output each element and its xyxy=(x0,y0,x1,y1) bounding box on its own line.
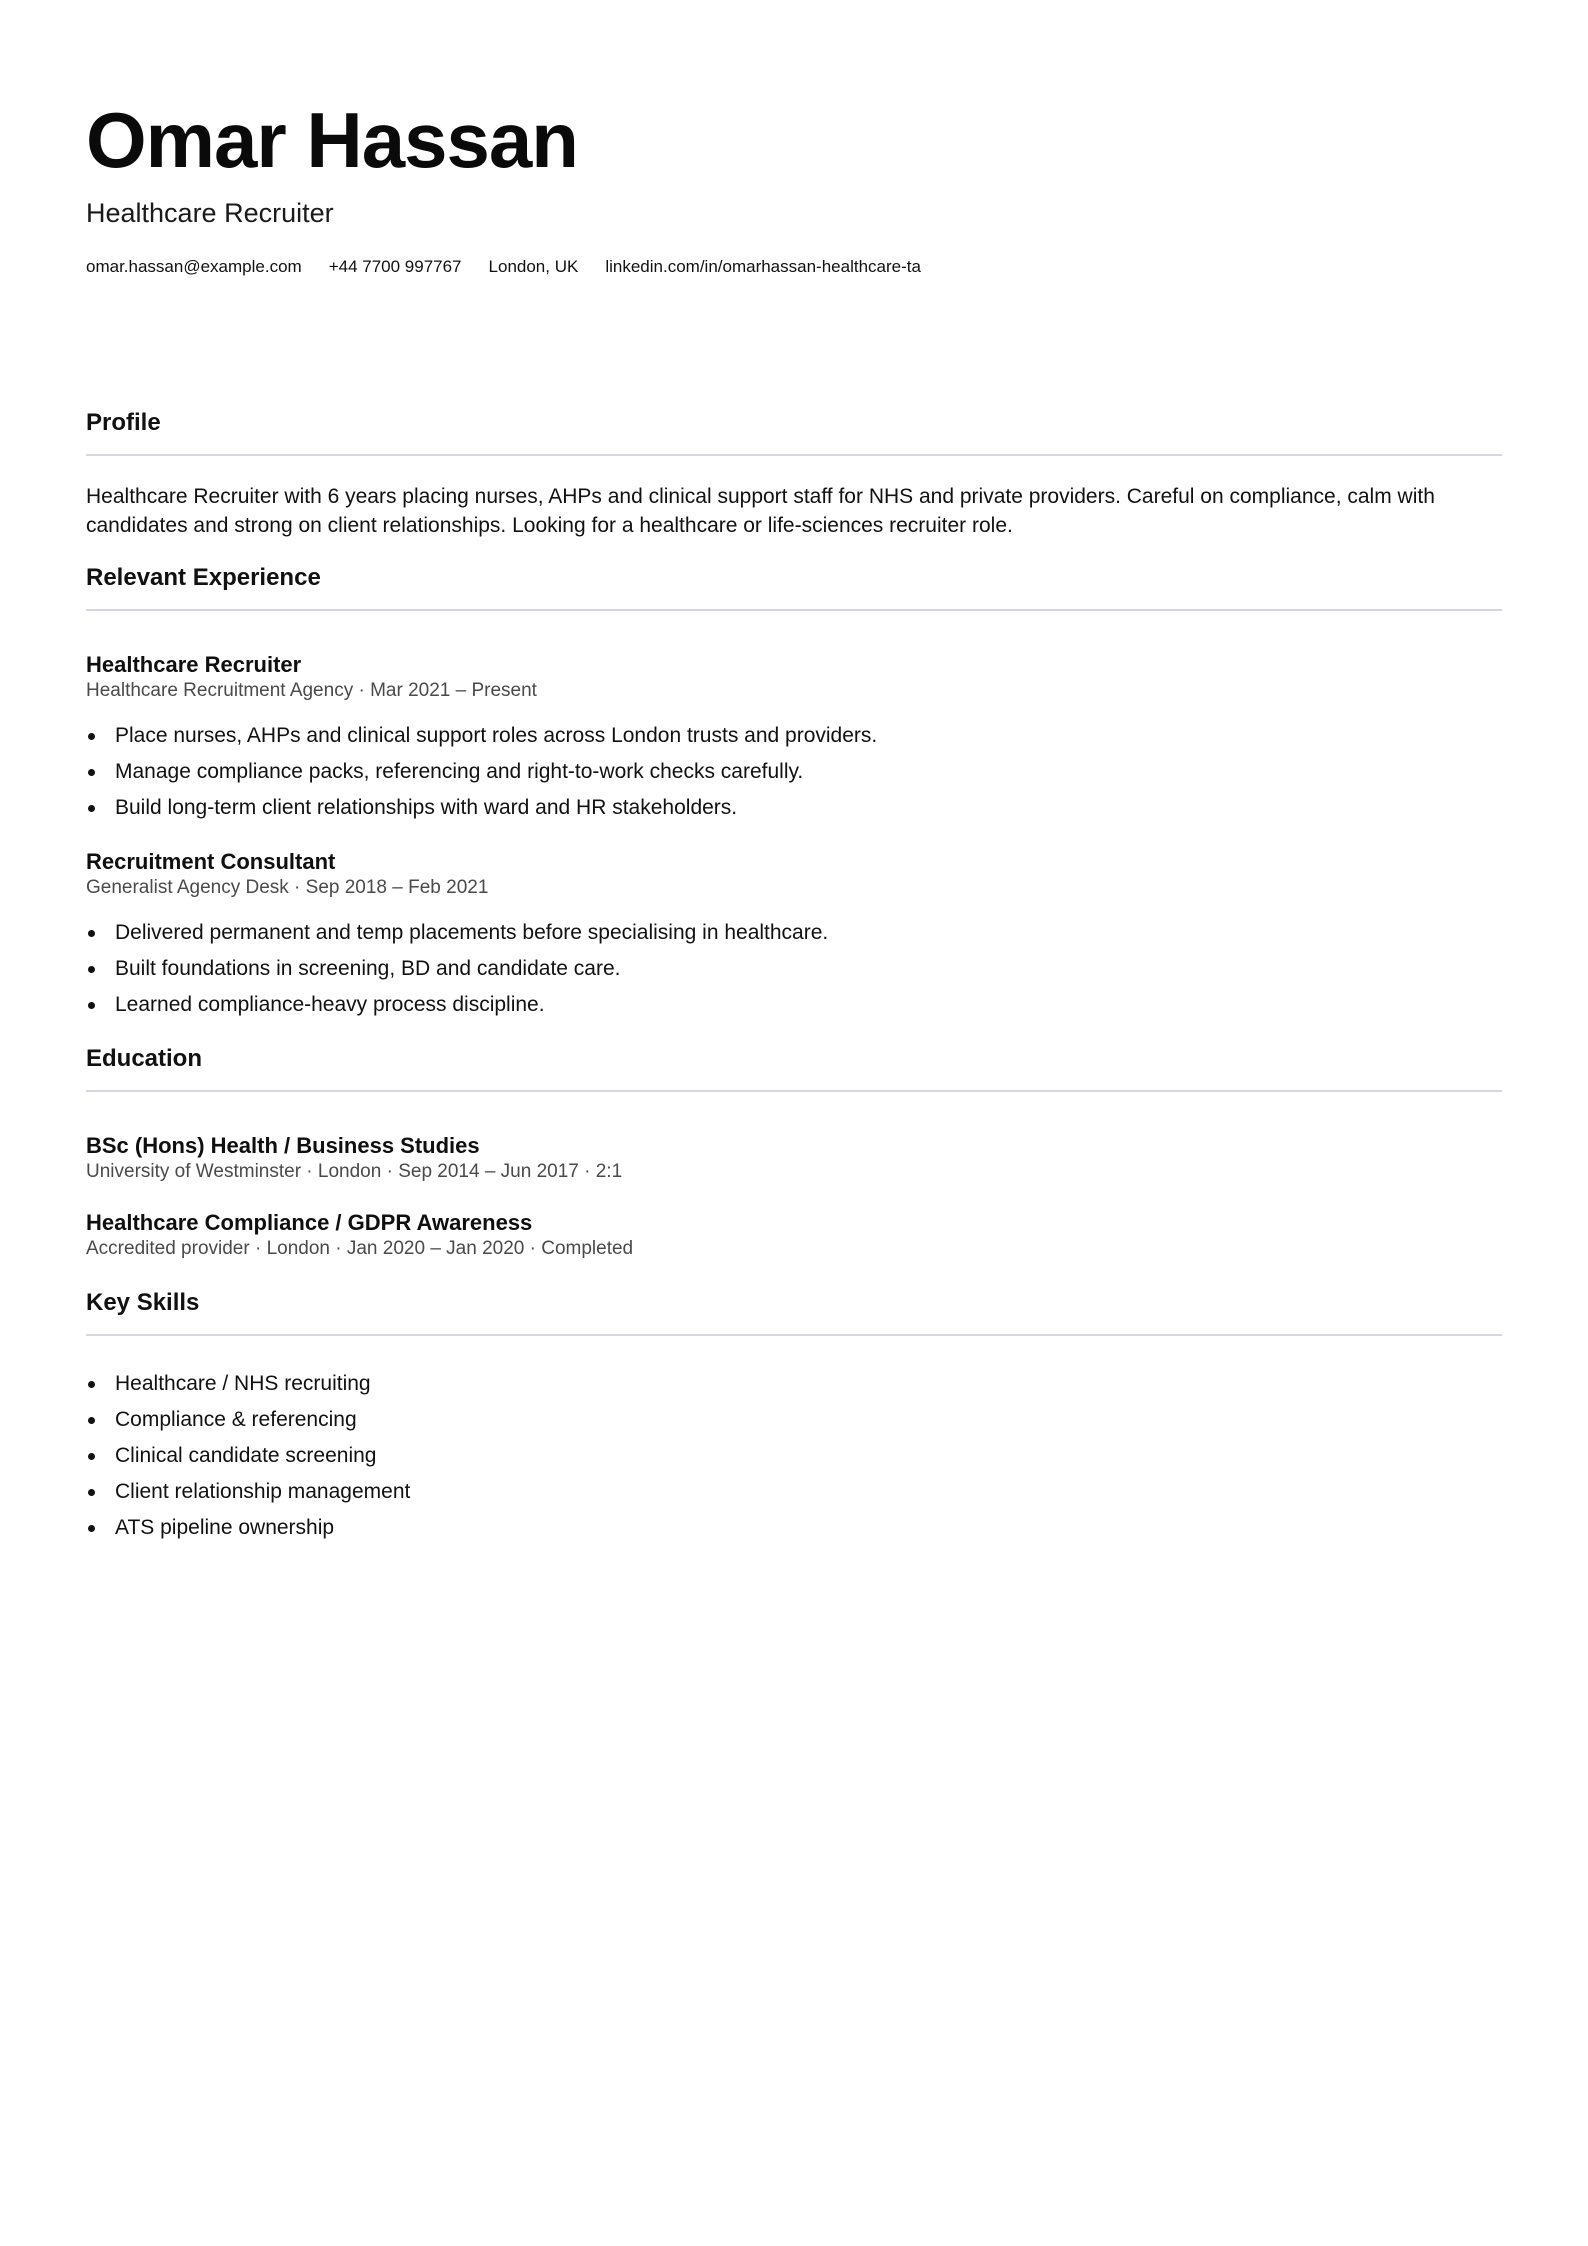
education-entry xyxy=(86,1209,1502,1261)
section-divider xyxy=(86,1090,1502,1092)
profile-heading: Profile xyxy=(86,409,161,436)
skills-heading: Key Skills xyxy=(86,1289,200,1316)
bullet-item: Built foundations in screening, BD and candidate care. xyxy=(86,951,1502,987)
skill-item: Healthcare / NHS recruiting xyxy=(86,1366,1502,1402)
bullet-item: Learned compliance-heavy process discipline. xyxy=(86,987,1502,1023)
education-heading: Education xyxy=(86,1045,203,1072)
job-bullets xyxy=(86,915,1502,1023)
job-meta: Healthcare Recruitment Agency · Mar 2021 – Present xyxy=(86,680,537,701)
education-entry xyxy=(86,1132,1502,1184)
skill-item: ATS pipeline ownership xyxy=(86,1510,1502,1546)
education-name: Healthcare Compliance / GDPR Awareness xyxy=(86,1210,533,1235)
profile-summary: Healthcare Recruiter with 6 years placing nurses, AHPs and clinical support staff for NHS and private providers. Careful on compliance, calm with candidates and strong on client relationships. Looking for a healthcare or life-sciences recruiter role. xyxy=(86,485,1435,537)
job-title: Healthcare Recruiter xyxy=(86,652,302,677)
experience-section xyxy=(86,563,1502,1023)
candidate-name: Omar Hassan xyxy=(86,96,578,184)
bullet-item: Manage compliance packs, referencing and right-to-work checks carefully. xyxy=(86,754,1502,790)
job-meta: Generalist Agency Desk · Sep 2018 – Feb 2021 xyxy=(86,877,489,898)
education-section xyxy=(86,1044,1502,1261)
candidate-headline: Healthcare Recruiter xyxy=(86,198,334,228)
education-meta: University of Westminster · London · Sep 2014 – Jun 2017 · 2:1 xyxy=(86,1161,623,1182)
bullet-item: Build long-term client relationships with ward and HR stakeholders. xyxy=(86,790,1502,826)
job-title: Recruitment Consultant xyxy=(86,849,336,874)
contact-row xyxy=(86,256,921,278)
section-divider xyxy=(86,609,1502,611)
profile-section xyxy=(86,408,1502,540)
job-entry xyxy=(86,848,1502,1023)
contact-email[interactable]: omar.hassan@example.com xyxy=(86,257,302,276)
skill-item: Compliance & referencing xyxy=(86,1402,1502,1438)
skill-item: Clinical candidate screening xyxy=(86,1438,1502,1474)
experience-heading: Relevant Experience xyxy=(86,564,321,591)
contact-linkedin[interactable]: linkedin.com/in/omarhassan-healthcare-ta xyxy=(605,257,921,276)
contact-phone[interactable]: +44 7700 997767 xyxy=(328,257,462,276)
contact-location: London, UK xyxy=(488,257,579,276)
section-divider xyxy=(86,454,1502,456)
skill-item: Client relationship management xyxy=(86,1474,1502,1510)
education-name: BSc (Hons) Health / Business Studies xyxy=(86,1133,480,1158)
bullet-item: Place nurses, AHPs and clinical support roles across London trusts and providers. xyxy=(86,718,1502,754)
job-bullets xyxy=(86,718,1502,826)
job-entry xyxy=(86,651,1502,826)
education-meta: Accredited provider · London · Jan 2020 – Jan 2020 · Completed xyxy=(86,1238,634,1259)
section-divider xyxy=(86,1334,1502,1336)
skills-section xyxy=(86,1288,1502,1546)
bullet-item: Delivered permanent and temp placements before specialising in healthcare. xyxy=(86,915,1502,951)
skills-list xyxy=(86,1366,1502,1546)
